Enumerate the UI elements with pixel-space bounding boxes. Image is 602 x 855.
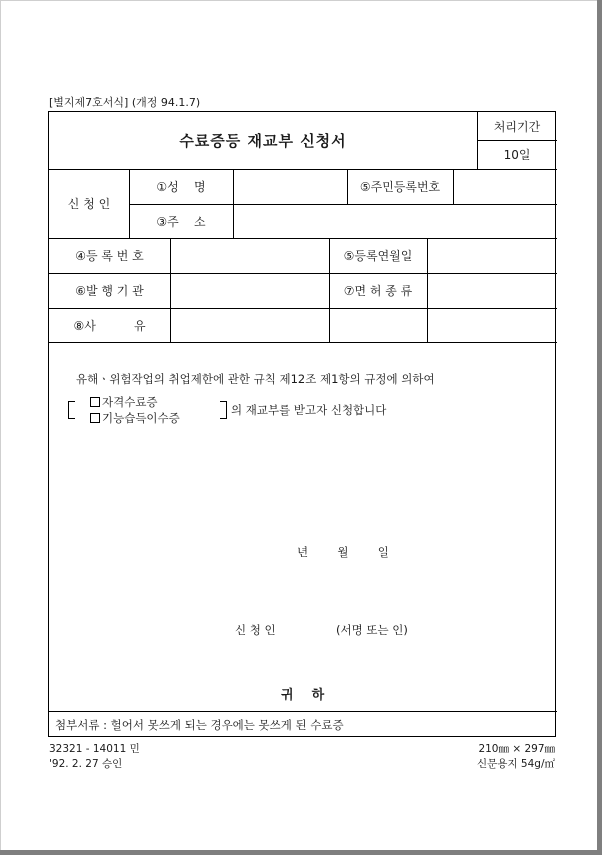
name-field[interactable] [233,169,347,204]
form-title: 수료증등 재교부 신청서 [179,132,347,150]
bracket-left [68,401,75,419]
form-reference: [별지제7호서식] (개정 94.1.7) [49,96,201,109]
checkbox-icon [90,413,100,423]
page-shadow-right [597,0,602,855]
resident-id-field[interactable] [453,169,557,204]
paper-size: 210㎜ × 297㎜ [478,743,555,755]
statement-line: 유해ㆍ위험작업의 취업제한에 관한 규칙 제12조 제1항의 규정에 의하여 [76,372,435,386]
bracket-right [220,401,227,419]
license-type-field[interactable] [427,273,557,308]
date-line: 년 월 일 [297,545,389,559]
line [49,342,557,343]
line [49,711,557,712]
signature-label: 신 청 인 [235,623,276,637]
paper-type: 신문용지 54g/㎡ [477,758,555,770]
processing-period-label: 처리기간 [493,119,541,134]
applicant-label: 신 청 인 [67,197,111,211]
address-label: ③주 소 [156,214,206,229]
approval-date: '92. 2. 27 승인 [49,758,123,770]
signature-note: (서명 또는 인) [336,623,408,637]
registration-number-field[interactable] [170,238,329,273]
reason-field-2[interactable] [329,308,427,342]
registration-date-field[interactable] [427,238,557,273]
addressee: 귀 하 [281,688,325,703]
checkbox-icon [90,397,100,407]
statement-request: 의 재교부를 받고자 신청합니다 [231,403,387,417]
reason-field-3[interactable] [427,308,557,342]
address-field[interactable] [233,204,557,238]
option-skill-completion-label: 기능습득이수증 [102,411,180,425]
application-form [48,111,556,737]
resident-id-label: ⑤주민등록번호 [359,180,441,194]
registration-date-label: ⑤등록연월일 [343,249,413,263]
reason-label: ⑧사 유 [73,318,146,333]
page-shadow-bottom [0,850,602,855]
issuing-agency-label: ⑥발 행 기 관 [75,284,144,298]
reason-field[interactable] [170,308,329,342]
option-certificate[interactable] [90,394,158,410]
option-skill-completion[interactable] [90,410,180,426]
issuing-agency-field[interactable] [170,273,329,308]
option-certificate-label: 자격수료증 [102,395,158,409]
processing-period-value: 10일 [503,148,531,162]
registration-number-label: ④등 록 번 호 [75,249,144,263]
form-code: 32321 - 14011 민 [49,743,140,755]
license-type-label: ⑦면 허 종 류 [343,284,413,298]
name-label: ①성 명 [156,180,206,194]
attachments-note: 첨부서류 : 헐어서 못쓰게 되는 경우에는 못쓰게 된 수료증 [55,718,344,732]
